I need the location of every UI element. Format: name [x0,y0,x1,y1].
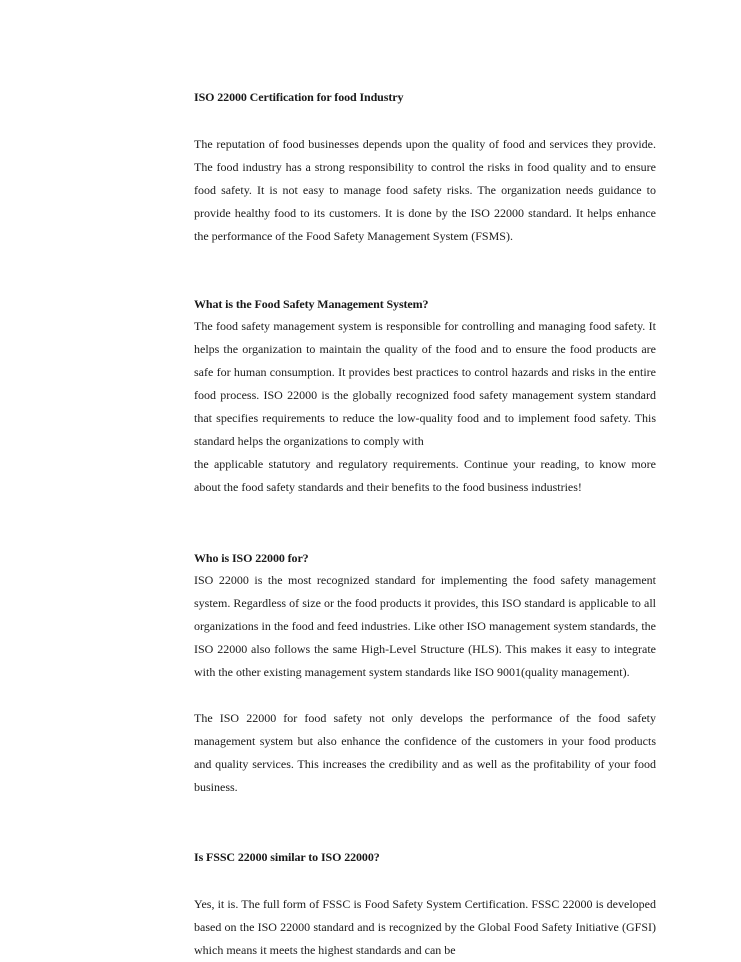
section-iso-certification [194,89,656,248]
section-heading: ISO 22000 Certification for food Industry [194,90,404,104]
section-paragraph: The reputation of food businesses depends upon the quality of food and services they provide. The food industry has a strong responsibility to control the risks in food quality and to ensure food safety. It is not easy to manage food safety risks. The organization needs guidance to provide healthy food to its customers. It is done by the ISO 22000 standard. It helps enhance the performance of the Food Safety Management System (FSMS). [194,137,656,243]
section-fssc [194,849,656,962]
section-heading: Who is ISO 22000 for? [194,551,309,565]
section-fsms [194,296,656,499]
section-heading: What is the Food Safety Management System? [194,297,429,311]
section-paragraph: the applicable statutory and regulatory requirements. Continue your reading, to know more about the food safety standards and their benefits to the food business industries! [194,457,656,494]
section-paragraph: Yes, it is. The full form of FSSC is Food Safety System Certification. FSSC 22000 is developed based on the ISO 22000 standard and is recognized by the Global Food Safety Initiative (GFSI) which means it meets the highest standards and can be [194,897,656,957]
section-paragraph: The ISO 22000 for food safety not only develops the performance of the food safety management system but also enhance the confidence of the customers in your food products and quality services. This increases the credibility and as well as the profitability of your food business. [194,711,656,794]
section-paragraph: The food safety management system is responsible for controlling and managing food safety. It helps the organization to maintain the quality of the food and to ensure the food products are safe for human consumption. It provides best practices to control hazards and risks in the entire food process. ISO 22000 is the globally recognized food safety management system standard that specifies requirements to reduce the low-quality food and to implement food safety. This standard helps the organizations to comply with [194,319,656,448]
section-who-is-for [194,550,656,799]
section-heading: Is FSSC 22000 similar to ISO 22000? [194,850,380,864]
section-paragraph: ISO 22000 is the most recognized standard for implementing the food safety management system. Regardless of size or the food products it provides, this ISO standard is applicable to all organizations in the food and feed industries. Like other ISO management system standards, the ISO 22000 also follows the same High-Level Structure (HLS). This makes it easy to integrate with the other existing management system standards like ISO 9001(quality management). [194,573,656,679]
